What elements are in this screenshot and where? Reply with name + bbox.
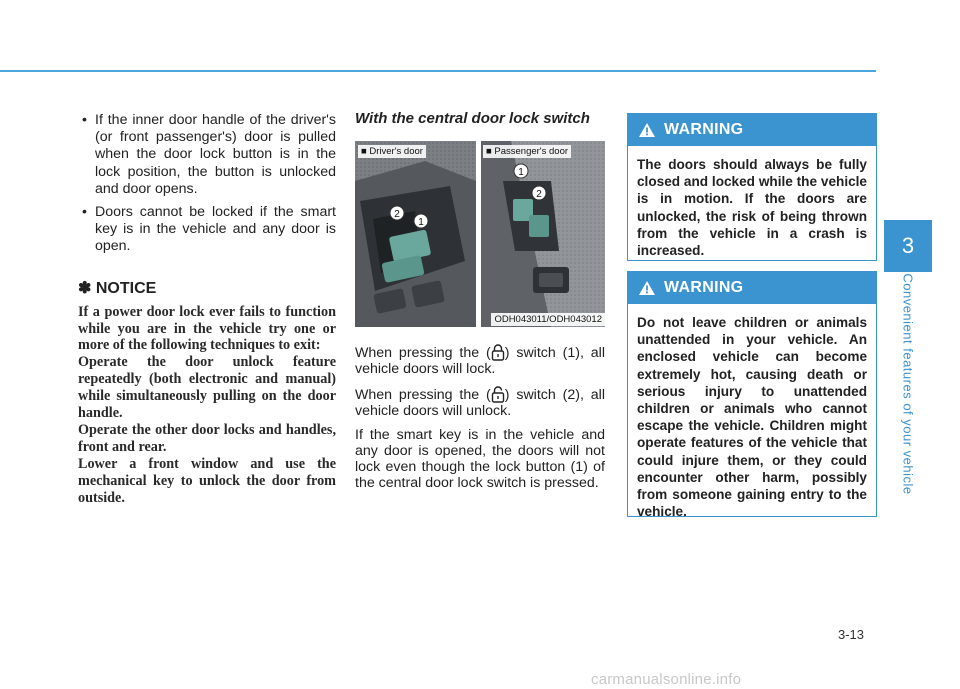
- warning-header: [628, 272, 876, 304]
- bullet-list: [78, 112, 336, 256]
- notice-paragraph: Lower a front window and use the mechanical key to unlock the door from outside.: [78, 455, 336, 506]
- watermark: carmanualsonline.info: [591, 671, 742, 688]
- middle-column: [355, 110, 605, 499]
- figure-callout-1: 1: [518, 167, 524, 178]
- warning-title: WARNING: [664, 121, 744, 138]
- warning-box-children: [627, 271, 877, 520]
- passenger-door-label: ■ Passenger's door: [483, 145, 571, 158]
- page-number: 3-13: [838, 627, 865, 642]
- warning-triangle-icon: [638, 122, 656, 138]
- unlock-paragraph: When pressing the ( ) switch (2), all vehicle doors will unlock.: [355, 387, 605, 419]
- warning-text: The doors should always be fully closed and locked while the vehicle is in motion. If the doors are unlocked, the risk of being thrown from the vehicle in a crash is increased.: [637, 157, 867, 259]
- notice-title: ✽ NOTICE: [78, 279, 157, 297]
- chapter-tab: 3: [884, 220, 932, 272]
- warning-title: WARNING: [664, 279, 744, 296]
- bullet-item: • If the inner door handle of the driver's (or front passenger's) door is pulled when the door lock button is in the lock position, the button is unlocked and door opens.: [78, 112, 336, 198]
- lock-paragraph: When pressing the ( ) switch (1), all vehicle doors will lock.: [355, 345, 605, 377]
- notice-paragraph: If a power door lock ever fails to function while you are in the vehicle try one or more of the following techniques to exit:: [78, 303, 336, 354]
- figure-callout-1: 1: [418, 217, 424, 228]
- driver-door-label: ■ Driver's door: [358, 145, 426, 158]
- notice-paragraph: Operate the other door locks and handles, front and rear.: [78, 421, 336, 455]
- door-switch-figure: [355, 141, 605, 327]
- header-rule: [0, 70, 876, 72]
- driver-door-photo: [355, 141, 476, 327]
- warning-triangle-icon: [638, 280, 656, 296]
- smart-key-paragraph: If the smart key is in the vehicle and any door is opened, the doors will not lock even though the lock button (1) of the central door lock switch is pressed.: [355, 427, 605, 491]
- figure-callout-2: 2: [536, 189, 542, 200]
- warning-header: [628, 114, 876, 146]
- chapter-title: Convenient features of your vehicle: [900, 273, 916, 495]
- section-title: With the central door lock switch: [355, 110, 590, 127]
- central-lock-text: [355, 343, 605, 491]
- left-column: [78, 112, 336, 507]
- notice-body: [78, 304, 336, 507]
- figure-callout-2: 2: [394, 209, 400, 220]
- lock-icon: [491, 343, 505, 361]
- passenger-door-photo: [481, 141, 605, 327]
- notice-paragraph: Operate the door unlock feature repeatedly (both electronic and manual) while simultaneously pulling on the door handle.: [78, 354, 336, 422]
- warning-text: Do not leave children or animals unattended in your vehicle. An enclosed vehicle can become extremely hot, causing death or serious injury to unattended children or animals who cannot escape the vehicle. Children might operate features of the vehicle that could injure them, or they could encounter other harm, possibly from someone gaining entry to the vehicle.: [637, 315, 867, 520]
- warning-box-doors: [627, 113, 877, 261]
- bullet-item: • Doors cannot be locked if the smart key is in the vehicle and any door is open.: [78, 204, 336, 256]
- figure-code: ODH043011/ODH043012: [491, 313, 605, 326]
- unlock-icon: [491, 385, 505, 403]
